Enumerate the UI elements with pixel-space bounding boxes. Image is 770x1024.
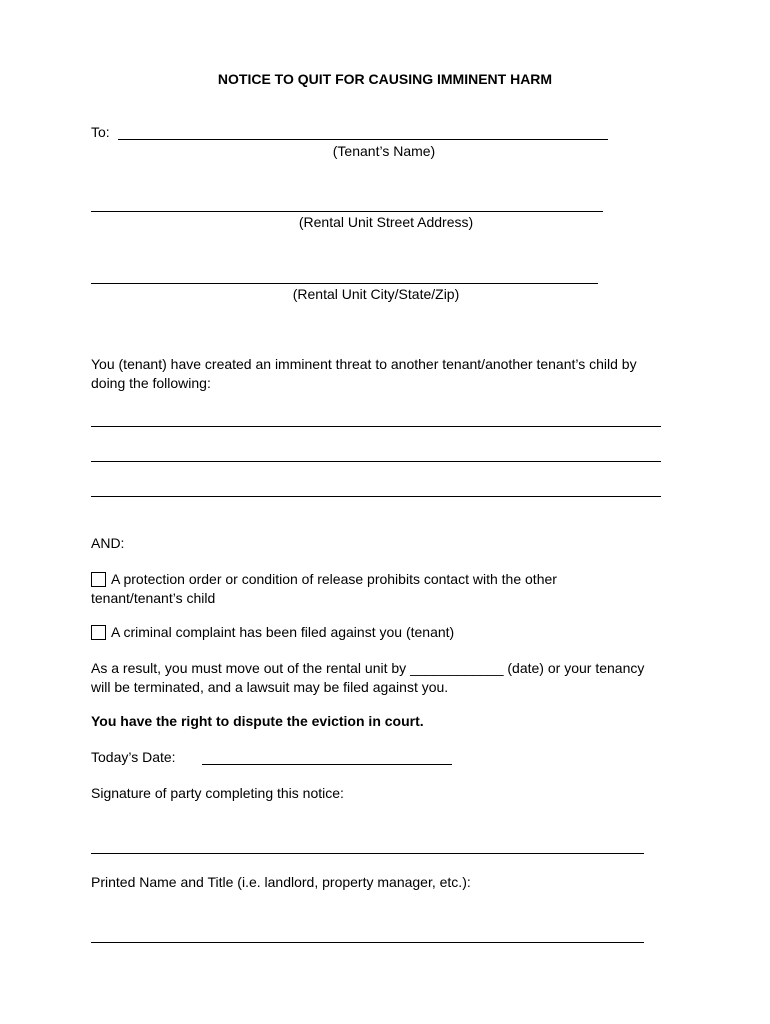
- criminal-complaint-text: A criminal complaint has been filed against you (tenant): [111, 624, 455, 640]
- protection-order-checkbox[interactable]: [91, 572, 106, 587]
- street-address-caption: (Rental Unit Street Address): [298, 214, 474, 230]
- protection-order-text: A protection order or condition of release prohibits contact with the other tenant/tenant’s child: [91, 571, 557, 606]
- protection-order-option: [91, 570, 631, 607]
- move-out-suffix: (date) or your tenancy will be terminated, and a lawsuit may be filed against you.: [91, 660, 645, 695]
- document-title: NOTICE TO QUIT FOR CAUSING IMMINENT HARM: [217, 71, 553, 87]
- signature-label: Signature of party completing this notice:: [91, 785, 344, 801]
- move-out-prefix: As a result, you must move out of the rental unit by: [91, 660, 407, 676]
- printed-name-line[interactable]: [91, 942, 644, 943]
- dispute-notice: You have the right to dispute the eviction in court.: [91, 713, 424, 729]
- description-line-3[interactable]: [91, 496, 661, 497]
- move-out-paragraph: [91, 659, 651, 696]
- todays-date-label: Today’s Date:: [91, 749, 176, 765]
- and-label: AND:: [91, 535, 125, 551]
- street-address-line[interactable]: [91, 211, 603, 212]
- criminal-complaint-option: [91, 623, 671, 642]
- move-out-date-blank[interactable]: ____________: [410, 660, 504, 676]
- tenant-name-line[interactable]: [118, 139, 608, 140]
- todays-date-line[interactable]: [202, 764, 452, 765]
- signature-line[interactable]: [91, 853, 644, 854]
- criminal-complaint-checkbox[interactable]: [91, 625, 106, 640]
- threat-paragraph: You (tenant) have created an imminent threat to another tenant/another tenant’s child by doing the following:: [91, 356, 637, 391]
- description-line-1[interactable]: [91, 426, 661, 427]
- to-label: To:: [91, 124, 110, 140]
- description-line-2[interactable]: [91, 461, 661, 462]
- printed-name-label: Printed Name and Title (i.e. landlord, property manager, etc.):: [91, 874, 471, 890]
- city-state-zip-caption: (Rental Unit City/State/Zip): [292, 286, 460, 302]
- tenant-name-caption: (Tenant’s Name): [332, 143, 436, 159]
- city-state-zip-line[interactable]: [91, 283, 598, 284]
